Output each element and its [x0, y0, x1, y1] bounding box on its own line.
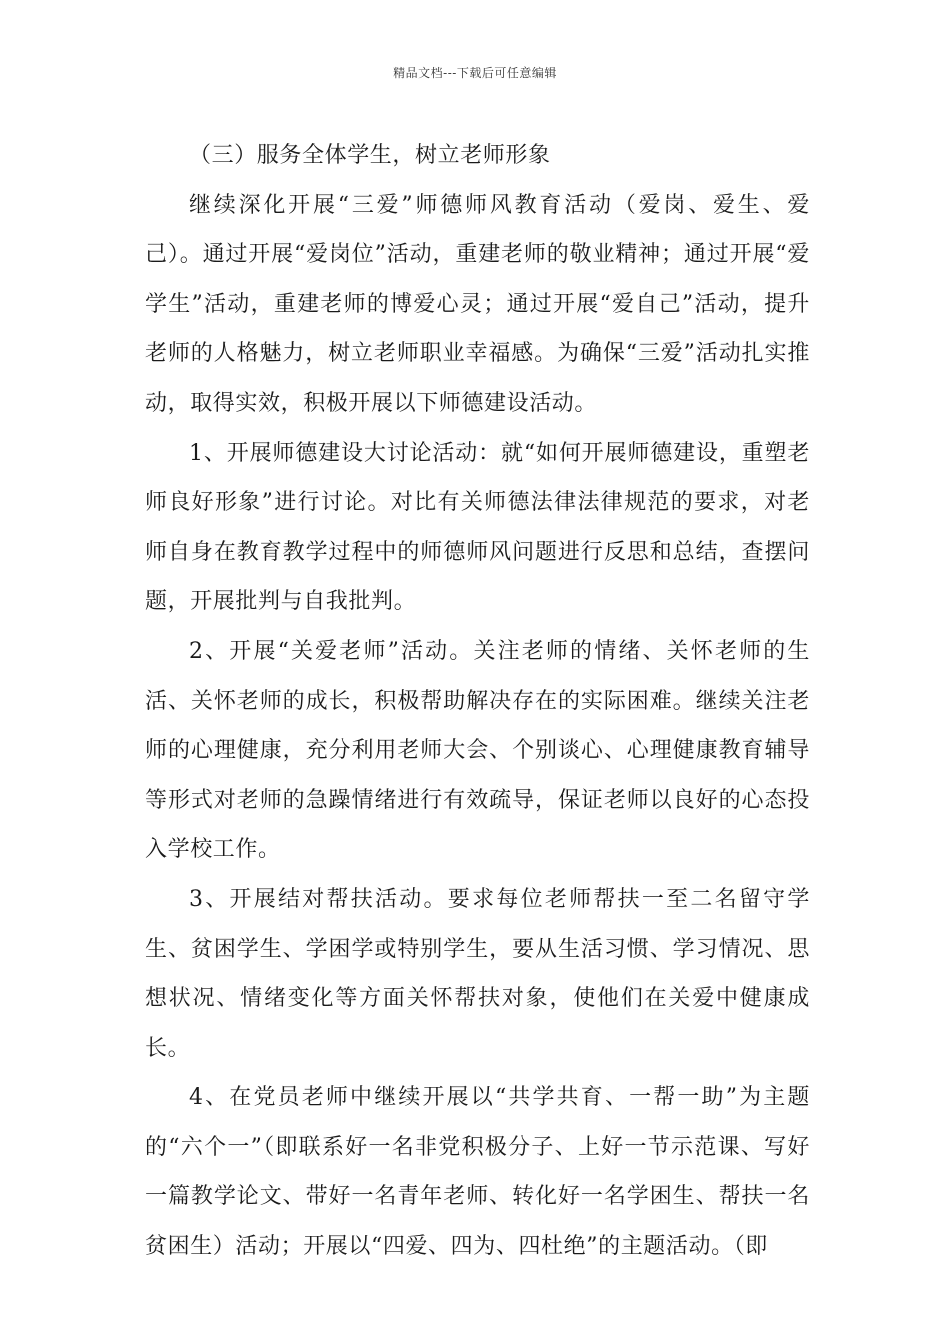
- section-heading: （三）服务全体学生，树立老师形象: [189, 143, 551, 168]
- paragraph-item-4: 4、在党员老师中继续开展以“共学共育、一帮一助”为主题的“六个一”（即联系好一名非党积极分子、上好一节示范课、写好一篇教学论文、带好一名青年老师、转化好一名学困生、帮扶一名贫困生）活动；开展以“四爱、四为、四杜绝”的主题活动。（即: [145, 1085, 810, 1260]
- paragraph-item-3: 3、开展结对帮扶活动。要求每位老师帮扶一至二名留守学生、贫困学生、学困学或特别学生，要从生活习惯、学习情况、思想状况、情绪变化等方面关怀帮扶对象，使他们在关爱中健康成长。: [145, 886, 810, 1061]
- document-body: [145, 131, 810, 1272]
- page-header: 精品文档---下载后可任意编辑: [393, 66, 557, 80]
- paragraph-item-2: 2、开展“关爱老师”活动。关注老师的情绪、关怀老师的生活、关怀老师的成长，积极帮助解决存在的实际困难。继续关注老师的心理健康，充分利用老师大会、个别谈心、心理健康教育辅导等形式对老师的急躁情绪进行有效疏导，保证老师以良好的心态投入学校工作。: [145, 638, 810, 863]
- paragraph-intro: 继续深化开展“三爱”师德师风教育活动（爱岗、爱生、爱己）。通过开展“爱岗位”活动，重建老师的敬业精神；通过开展“爱学生”活动，重建老师的博爱心灵；通过开展“爱自己”活动，提升老师的人格魅力，树立老师职业幸福感。为确保“三爱”活动扎实推动，取得实效，积极开展以下师德建设活动。: [145, 192, 810, 416]
- paragraph-item-1: 1、开展师德建设大讨论活动：就“如何开展师德建设，重塑老师良好形象”进行讨论。对比有关师德法律法律规范的要求，对老师自身在教育教学过程中的师德师风问题进行反思和总结，查摆问题，开展批判与自我批判。: [145, 440, 810, 615]
